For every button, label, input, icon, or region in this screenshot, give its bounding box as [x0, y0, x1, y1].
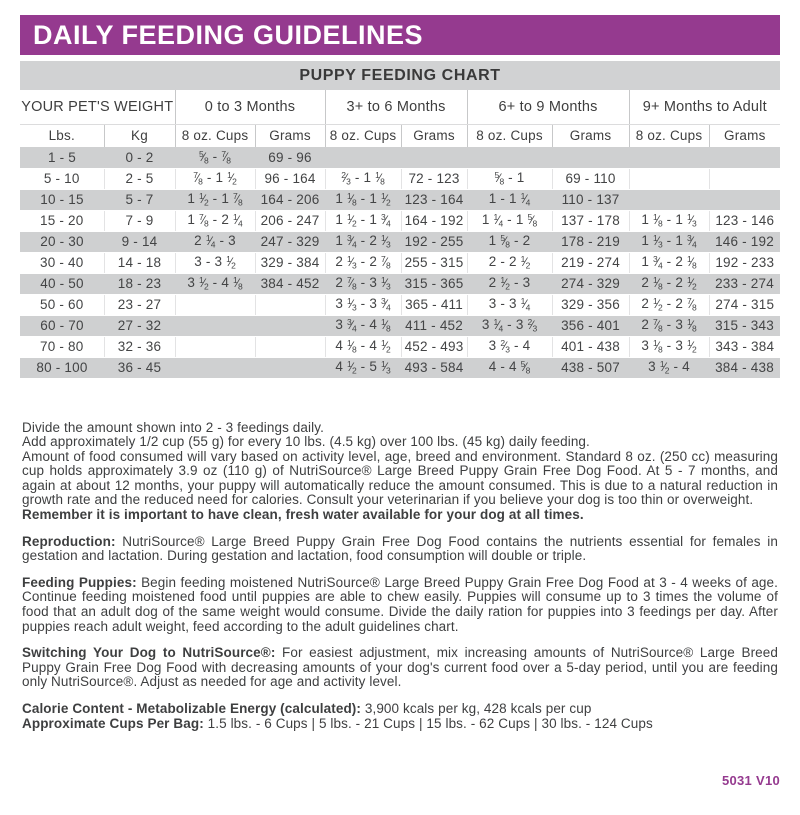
table-cell: 384 - 438 — [709, 357, 780, 378]
table-cell: 1 $^3⁄_4 - 2$ $^1⁄_3$ — [325, 231, 401, 252]
table-cell: 3 $^1⁄_2 - 4$ $^1⁄_8$ — [175, 273, 255, 294]
table-cell: 329 - 384 — [255, 252, 325, 273]
note-section: Reproduction: NutriSource® Large Breed Puppy Grain Free Dog Food contains the nutrients essential for females in gestation and lactation. During gestation and lactation, food consumption will double or triple. — [22, 533, 778, 564]
table-cell: 329 - 356 — [552, 294, 629, 315]
table-cell: 137 - 178 — [552, 210, 629, 231]
table-cell: 36 - 45 — [104, 357, 175, 378]
column-header: Lbs. — [20, 124, 104, 147]
column-header: 8 oz. Cups — [629, 124, 709, 147]
column-group-header: 3+ to 6 Months — [325, 90, 467, 124]
section-lead: Switching Your Dog to NutriSource®: — [22, 645, 276, 661]
table-row — [20, 147, 780, 168]
fact-lead: Approximate Cups Per Bag: — [22, 715, 204, 731]
document-code: 5031 V10 — [721, 773, 780, 788]
table-cell: 50 - 60 — [20, 294, 104, 315]
table-cell: 192 - 233 — [709, 252, 780, 273]
table-cell: 9 - 14 — [104, 231, 175, 252]
table-cell: 255 - 315 — [401, 252, 467, 273]
table-cell: 411 - 452 — [401, 315, 467, 336]
table-cell: 7 - 9 — [104, 210, 175, 231]
table-cell: 5 - 10 — [20, 168, 104, 189]
table-cell: 3 $^2⁄_3 - 4$ — [467, 336, 552, 357]
table-cell: 401 - 438 — [552, 336, 629, 357]
section-lead: Reproduction: — [22, 533, 116, 549]
table-cell: 70 - 80 — [20, 336, 104, 357]
note-line: Add approximately 1/2 cup (55 g) for every 10 lbs. (4.5 kg) over 100 lbs. (45 kg) daily feeding. — [22, 434, 590, 450]
note-line: Divide the amount shown into 2 - 3 feedings daily. — [22, 419, 324, 435]
table-cell: 2 $^1⁄_4 - 3$ — [175, 231, 255, 252]
table-row — [20, 273, 780, 294]
table-cell: 4 $^1⁄_2 - 5$ $^1⁄_3$ — [325, 357, 401, 378]
table-cell: 80 - 100 — [20, 357, 104, 378]
table-cell: 365 - 411 — [401, 294, 467, 315]
table-row — [20, 357, 780, 378]
table-cell — [255, 315, 325, 336]
table-cell: 1 - 1 $^1⁄_4$ — [467, 189, 552, 210]
table-cell: 5 - 7 — [104, 189, 175, 210]
table-cell: 40 - 50 — [20, 273, 104, 294]
table-cell: 3 $^1⁄_2 - 4$ — [629, 357, 709, 378]
column-header-row — [20, 124, 780, 147]
fact-line: Calorie Content - Metabolizable Energy (calculated): 3,900 kcals per kg, 428 kcals per cup — [22, 701, 592, 716]
column-header: 8 oz. Cups — [325, 124, 401, 147]
table-cell — [175, 294, 255, 315]
note-section: Feeding Puppies: Begin feeding moistened NutriSource® Large Breed Puppy Grain Free Dog Food at 3 - 4 weeks of age. Continue feeding moistened food until puppies are able to chew easily. Puppies will consume up to 3 times the volume of food that an adult dog of the same weight would consume. Divide the daily ration for puppies into 3 feedings per day. After puppies reach adult weight, feed according to the adult guidelines chart. — [22, 574, 778, 634]
table-cell: $^2⁄_3 - 1$ $^1⁄_8$ — [325, 168, 401, 189]
table-cell: 23 - 27 — [104, 294, 175, 315]
table-cell: 1 $^1⁄_3 - 1$ $^3⁄_4$ — [629, 231, 709, 252]
table-cell: 1 $^1⁄_2 - 1$ $^7⁄_8$ — [175, 189, 255, 210]
table-cell — [709, 168, 780, 189]
table-cell: 15 - 20 — [20, 210, 104, 231]
table-cell — [175, 357, 255, 378]
table-cell: 27 - 32 — [104, 315, 175, 336]
table-cell — [401, 147, 467, 168]
note-line-bold: Remember it is important to have clean, fresh water available for your dog at all times. — [22, 507, 584, 523]
table-cell: 1 - 5 — [20, 147, 104, 168]
table-row — [20, 294, 780, 315]
table-cell: 356 - 401 — [552, 315, 629, 336]
table-cell: 1 $^1⁄_8 - 1$ $^1⁄_3$ — [629, 210, 709, 231]
table-cell: 3 $^1⁄_8 - 3$ $^1⁄_2$ — [629, 336, 709, 357]
column-header: Grams — [255, 124, 325, 147]
column-group-header-row — [20, 90, 780, 124]
table-cell: 3 - 3 $^1⁄_4$ — [467, 294, 552, 315]
table-body — [20, 147, 780, 378]
table-cell — [709, 189, 780, 210]
column-header: Grams — [552, 124, 629, 147]
table-cell: 315 - 365 — [401, 273, 467, 294]
table-cell: 2 $^7⁄_8 - 3$ $^1⁄_3$ — [325, 273, 401, 294]
table-cell: 2 $^7⁄_8 - 3$ $^1⁄_8$ — [629, 315, 709, 336]
table-cell: 1 $^1⁄_4 - 1$ $^5⁄_8$ — [467, 210, 552, 231]
table-cell — [325, 147, 401, 168]
table-cell: 14 - 18 — [104, 252, 175, 273]
table-cell: 30 - 40 — [20, 252, 104, 273]
table-cell: 438 - 507 — [552, 357, 629, 378]
note-line: Amount of food consumed will vary based on activity level, age, breed and environment. Standard 8 oz. (250 cc) measuring cup holds approximately 3.9 oz (110 g) of NutriSource® Large Breed Puppy Grain Free Dog Food. At 5 - 7 months, and again at about 12 months, your puppy will automatically reduce the amount consumed. This is due to a natural reduction in growth rate and the reduced need for calories. Consult your veterinarian if you believe your dog is too thin or overweight. — [22, 448, 778, 508]
table-cell: 3 $^1⁄_3 - 3$ $^3⁄_4$ — [325, 294, 401, 315]
table-cell: 274 - 315 — [709, 294, 780, 315]
note-section: Switching Your Dog to NutriSource®: For easiest adjustment, mix increasing amounts of NutriSource® Large Breed Puppy Grain Free Dog Food with decreasing amounts of your dog's current food over a 5-day period, until you are feeding only NutriSource®. Adjust as needed for age and activity level. — [22, 645, 778, 690]
table-cell — [552, 147, 629, 168]
table-cell: 18 - 23 — [104, 273, 175, 294]
table-cell: 493 - 584 — [401, 357, 467, 378]
table-cell: 178 - 219 — [552, 231, 629, 252]
table-cell: 1 $^3⁄_4 - 2$ $^1⁄_8$ — [629, 252, 709, 273]
table-cell — [255, 294, 325, 315]
facts-block — [22, 702, 778, 731]
table-cell: 315 - 343 — [709, 315, 780, 336]
table-cell: $^5⁄_8$ - $^7⁄_8$ — [175, 147, 255, 168]
table-cell: 3 - 3 $^1⁄_2$ — [175, 252, 255, 273]
table-row — [20, 189, 780, 210]
table-cell: 123 - 164 — [401, 189, 467, 210]
page-title: DAILY FEEDING GUIDELINES — [20, 15, 780, 55]
table-cell: $^7⁄_8 - 1$ $^1⁄_2$ — [175, 168, 255, 189]
column-header: Grams — [401, 124, 467, 147]
table-cell — [175, 315, 255, 336]
section-lead: Feeding Puppies: — [22, 574, 137, 590]
table-row — [20, 336, 780, 357]
table-cell: 2 $^1⁄_2 - 3$ — [467, 273, 552, 294]
table-cell: 2 - 2 $^1⁄_2$ — [467, 252, 552, 273]
table-cell: 1 $^1⁄_8 - 1$ $^1⁄_2$ — [325, 189, 401, 210]
table-cell: 3 $^3⁄_4 - 4$ $^1⁄_8$ — [325, 315, 401, 336]
table-row — [20, 315, 780, 336]
table-cell: 219 - 274 — [552, 252, 629, 273]
table-cell: 10 - 15 — [20, 189, 104, 210]
table-cell: 2 - 5 — [104, 168, 175, 189]
table-cell — [467, 147, 552, 168]
column-header: 8 oz. Cups — [175, 124, 255, 147]
table-cell: 206 - 247 — [255, 210, 325, 231]
column-header: Kg — [104, 124, 175, 147]
table-cell: 2 $^1⁄_3 - 2$ $^7⁄_8$ — [325, 252, 401, 273]
table-row — [20, 231, 780, 252]
table-cell: 192 - 255 — [401, 231, 467, 252]
table-cell: $^5⁄_8 - 1$ — [467, 168, 552, 189]
table-cell: 4 $^1⁄_8 - 4$ $^1⁄_2$ — [325, 336, 401, 357]
table-cell: 32 - 36 — [104, 336, 175, 357]
table-header — [20, 90, 780, 147]
table-cell: 146 - 192 — [709, 231, 780, 252]
feeding-table — [20, 90, 780, 379]
table-cell — [629, 189, 709, 210]
column-header: 8 oz. Cups — [467, 124, 552, 147]
table-cell: 3 $^1⁄_4 - 3$ $^2⁄_3$ — [467, 315, 552, 336]
table-cell: 343 - 384 — [709, 336, 780, 357]
table-cell: 20 - 30 — [20, 231, 104, 252]
table-cell: 1 $^5⁄_8 - 2$ — [467, 231, 552, 252]
table-cell: 69 - 96 — [255, 147, 325, 168]
table-cell — [629, 147, 709, 168]
table-cell — [175, 336, 255, 357]
column-group-header: 9+ Months to Adult — [629, 90, 780, 124]
table-cell: 72 - 123 — [401, 168, 467, 189]
table-cell: 2 $^1⁄_2 - 2$ $^7⁄_8$ — [629, 294, 709, 315]
notes-section — [22, 421, 778, 732]
table-cell: 69 - 110 — [552, 168, 629, 189]
table-cell: 452 - 493 — [401, 336, 467, 357]
table-row — [20, 210, 780, 231]
table-cell: 96 - 164 — [255, 168, 325, 189]
table-cell — [709, 147, 780, 168]
table-cell: 2 $^1⁄_8 - 2$ $^1⁄_2$ — [629, 273, 709, 294]
fact-line: Approximate Cups Per Bag: 1.5 lbs. - 6 Cups | 5 lbs. - 21 Cups | 15 lbs. - 62 Cups | 30 lbs. - 124 Cups — [22, 715, 653, 731]
table-cell: 123 - 146 — [709, 210, 780, 231]
chart-title: PUPPY FEEDING CHART — [20, 61, 780, 90]
table-row — [20, 252, 780, 273]
table-cell: 164 - 192 — [401, 210, 467, 231]
table-cell: 164 - 206 — [255, 189, 325, 210]
column-header: Grams — [724, 128, 766, 144]
table-cell: 233 - 274 — [709, 273, 780, 294]
table-cell: 0 - 2 — [104, 147, 175, 168]
table-cell: 247 - 329 — [255, 231, 325, 252]
table-cell: 1 $^1⁄_2 - 1$ $^3⁄_4$ — [325, 210, 401, 231]
column-group-header: 6+ to 9 Months — [467, 90, 629, 124]
table-cell: 274 - 329 — [552, 273, 629, 294]
table-cell — [629, 168, 709, 189]
table-cell: 4 - 4 $^5⁄_8$ — [467, 357, 552, 378]
table-cell: 384 - 452 — [255, 273, 325, 294]
fact-lead: Calorie Content - Metabolizable Energy (calculated): — [22, 701, 362, 716]
table-cell — [255, 336, 325, 357]
table-cell: 60 - 70 — [20, 315, 104, 336]
table-row — [20, 168, 780, 189]
column-group-header: YOUR PET'S WEIGHT — [20, 90, 175, 124]
table-cell: 110 - 137 — [552, 189, 629, 210]
table-cell: 1 $^7⁄_8 - 2$ $^1⁄_4$ — [175, 210, 255, 231]
table-cell — [255, 357, 325, 378]
column-group-header: 0 to 3 Months — [175, 90, 325, 124]
